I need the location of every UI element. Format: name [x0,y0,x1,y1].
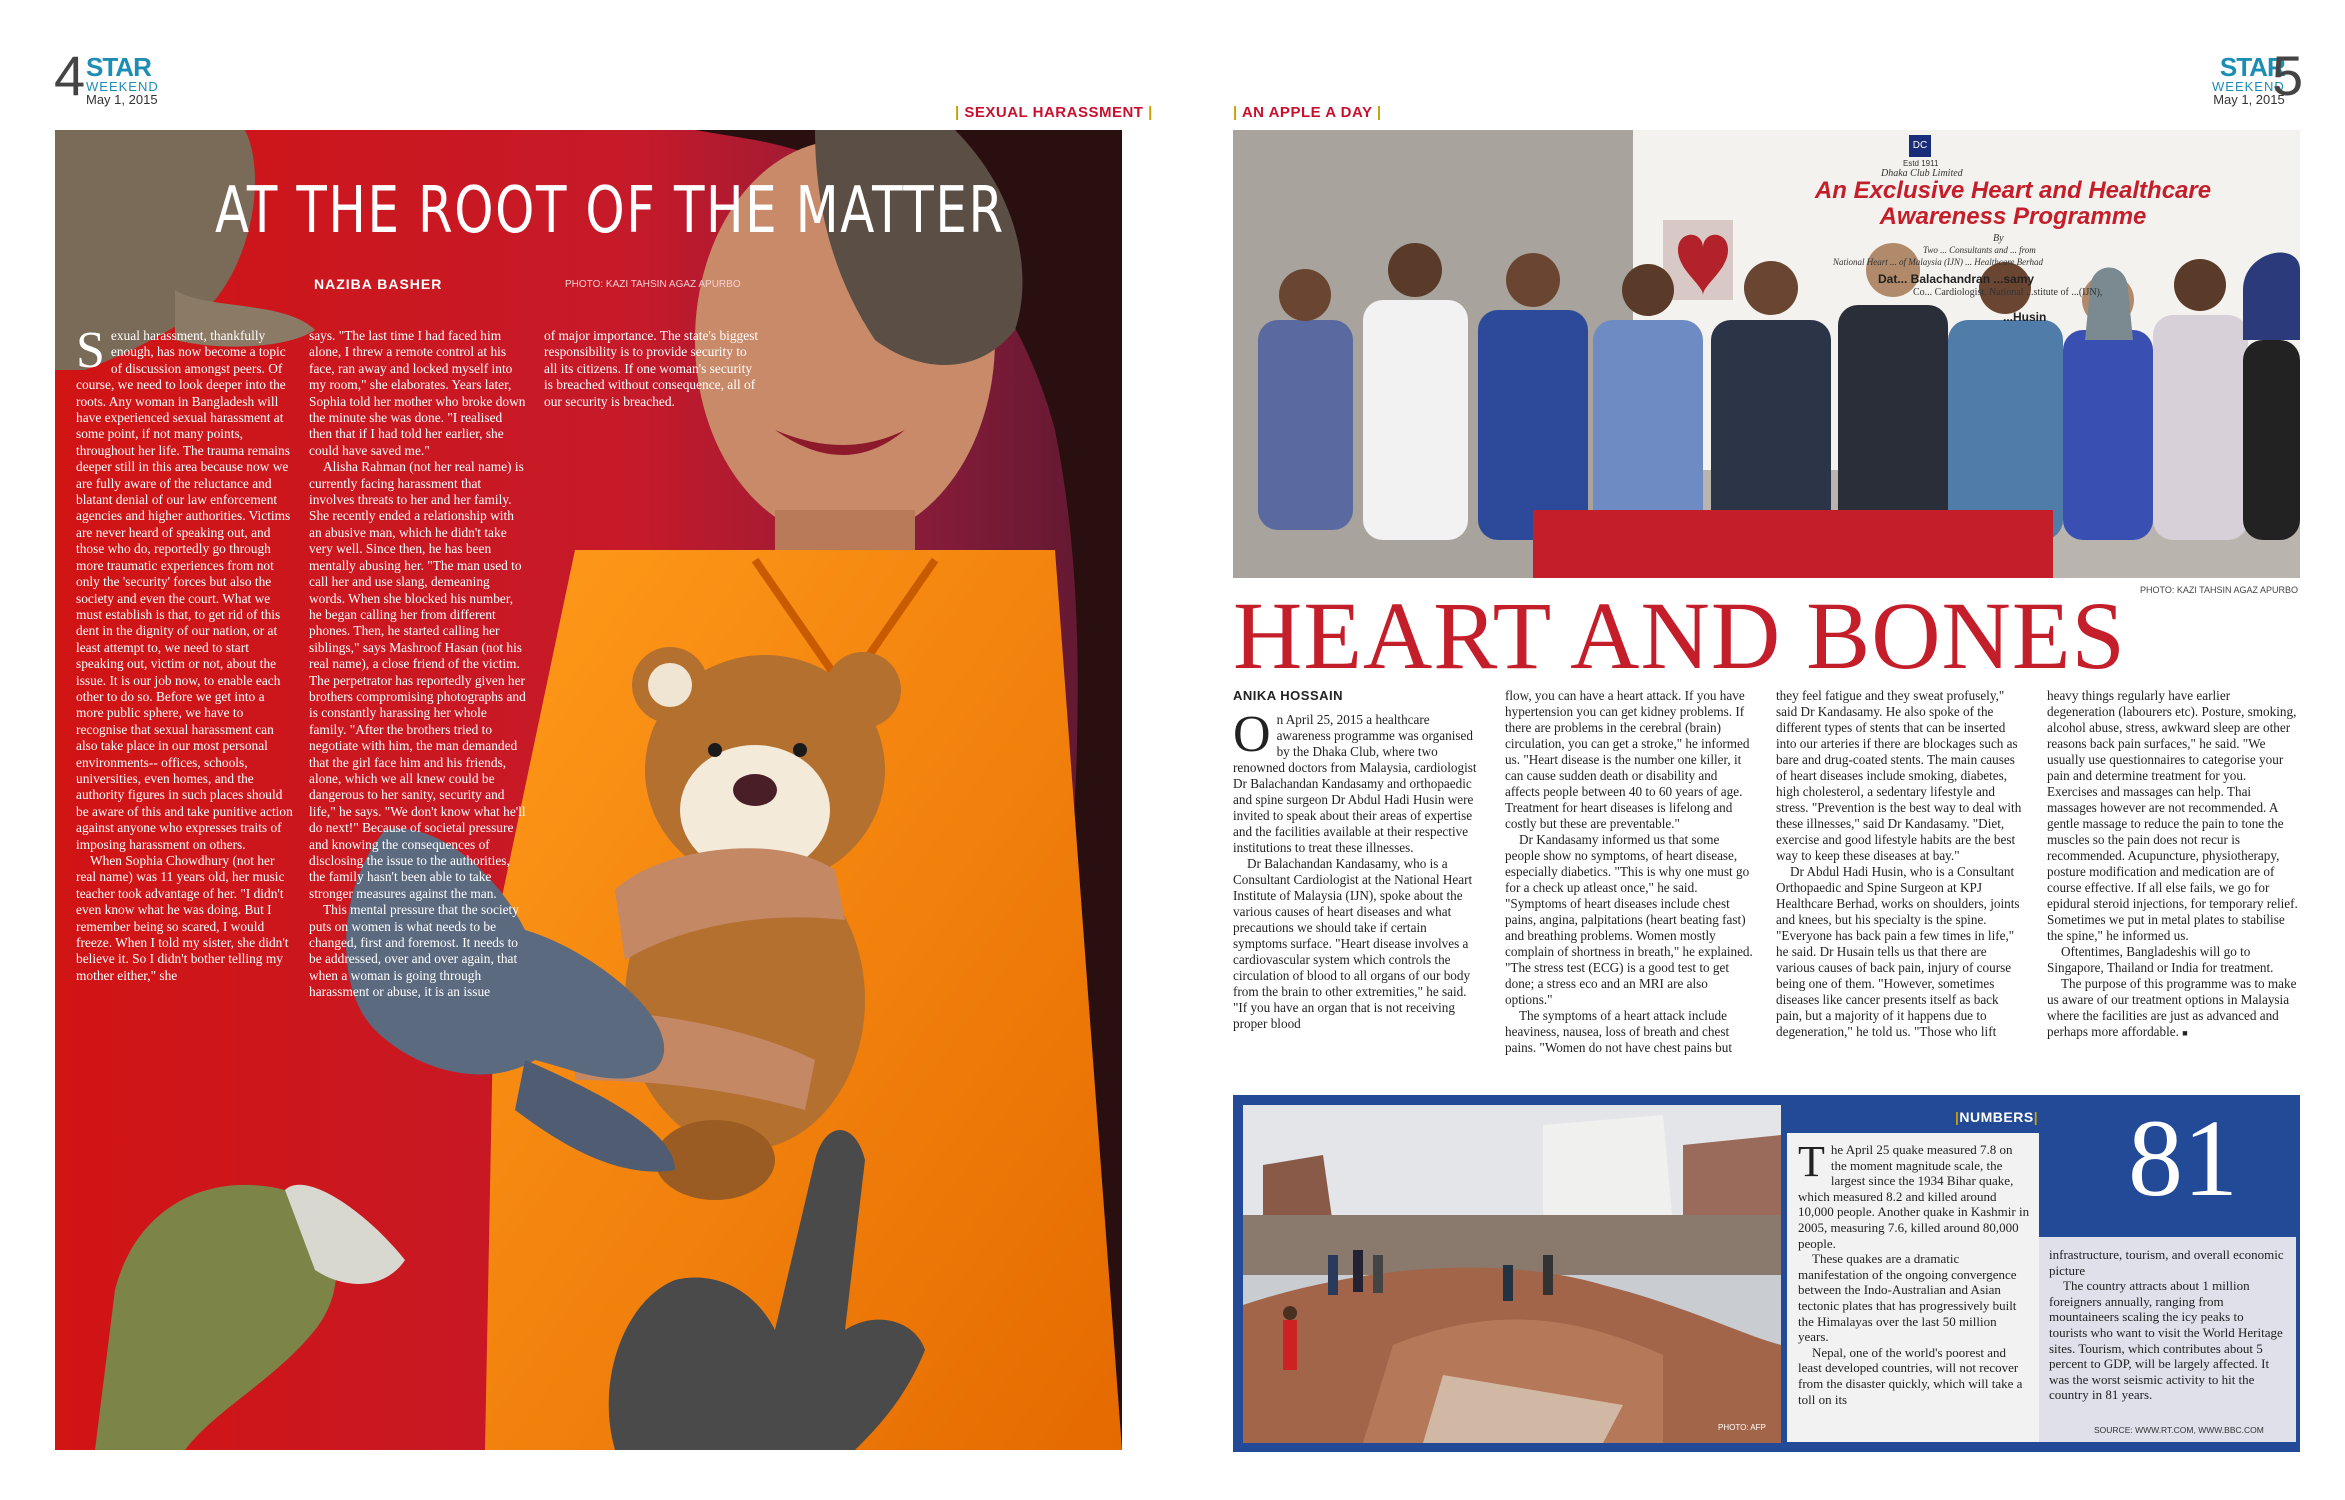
numbers-text-box [1787,1133,2039,1442]
banner-sub: National Heart ... of Malaysia (IJN) ... Healthcare Berhad [1833,257,2043,267]
banner-by: By [1993,233,2004,244]
drop-cap: O [1233,706,1271,763]
article-column-1 [1233,706,1483,1032]
earthquake-photo [1243,1105,1781,1443]
paragraph: Oftentimes, Bangladeshis will go to Singapore, Thailand or India for treatment. [2047,944,2274,975]
headline-right: HEART AND BONES [1233,582,2126,689]
paragraph: he April 25 quake measured 7.8 on the moment magnitude scale, the largest since the 1934 Bihar quake, which measured 8.2 and killed around 10,000 people. Another quake in Kashmir in 2005, measuring 7.6, killed around 80,000 people. [1798,1142,2030,1251]
club-est: Estd 1911 [1903,159,1939,168]
photo-credit-quake: PHOTO: AFP [1718,1423,1766,1432]
paragraph: The symptoms of a heart attack include heaviness, nausea, loss of breath and chest pains. "Women do not have chest pains but [1505,1008,1733,1055]
numbers-label: |NUMBERS| [1955,1109,2039,1125]
article-column-3 [1776,688,2024,1040]
numbers-label-text: NUMBERS [1959,1109,2034,1125]
masthead-star: STAR [2219,52,2285,82]
masthead-weekend: WEEKEND [2212,79,2285,94]
banner-speaker: Dat... Balachandran ...samy [1878,272,2035,286]
club-name: Dhaka Club Limited [1881,168,1963,179]
paragraph: Alisha Rahman (not her real name) is currently facing harassment that involves threats to her and her family. She recently ended a relationship with an abusive man, which he didn't take very well. Since then, he has been mentally abusing her. "The man used to call her and use slang, demeaning words. When she blocked his number, he began calling her from different phones. Then, he started calling her siblings," says Mashroof Hasan (not his real name), a close friend of the victim. The perpetrator has reportedly given her brothers compromising photographs and is constantly harassing her whole family. "After the brothers tried to negotiate with him, the man demanded that the girl face him and his friends, alone, which we all knew could be dangerous to her sanity, security and life," he says. "We don't know what he'll do next!" Because of societal pressure and knowing the consequences of disclosing the issue to the authorities, the family hasn't been able to take stronger measures against the man. [309,459,526,901]
section-label-left: | SEXUAL HARASSMENT | [955,104,1153,121]
big-number: 81 [2128,1097,2238,1219]
article-column-2 [1505,688,1753,1056]
paragraph: These quakes are a dramatic manifestation of the ongoing convergence between the Indo-Australian and Asian tectonic plates that has progressively built the Himalayas over the last 50 million years. [1798,1251,2017,1345]
page-number-right: 5 [2272,44,2304,107]
numbers-text-box-2 [2039,1237,2296,1442]
banner-speaker-title: Co... Cardiologist, National ...stitute of ...(IJN), [1913,287,2103,298]
paragraph: they feel fatigue and they sweat profusely," said Dr Kandasamy. He also spoke of the different types of stents that can be inserted into our arteries if there are blockages such as bare and drug-coated stents. The main causes of heart diseases include smoking, diabetes, high cholesterol, a sedentary lifestyle and stress. "Prevention is the best way to deal with these illnesses," said Dr Kandasamy. "Diet, exercise and good lifestyle habits are the best way to keep these diseases at bay." [1776,688,2022,863]
paragraph: The purpose of this programme was to make us aware of our treatment options in Malaysia where the facilities are just as advanced and perhaps more affordable. [2047,976,2297,1039]
paragraph: Dr Kandasamy informed us that some people show no symptoms, of heart disease, especially diabetics. "This is why one must go for a check up atleast once," he said. "Symptoms of heart diseases include chest pains, angina, palpitations (heart beating fast) and breathing problems. Women mostly complain of shortness in breath," he explained. "The stress test (ECG) is a good test to get done; a stress eco and an MRI are also options." [1505,832,1753,1007]
banner-title [1763,178,2263,230]
paragraph: Dr Balachandan Kandasamy, who is a Consultant Cardiologist at the National Heart Institute of Malaysia (IJN), spoke about the various causes of heart diseases and what precautions we should take if certain symptoms surface. "Heart disease involves a cardiovascular system which controls the circulation of blood to all organs of our body from the brain to other extremities," he said. "If you have an organ that is not receiving proper blood [1233,856,1473,1031]
photo-credit-left: PHOTO: KAZI TAHSIN AGAZ APURBO [565,279,741,290]
masthead-weekend: WEEKEND [86,79,159,94]
section-text: AN APPLE A DAY [1241,104,1373,121]
masthead-star: STAR [86,52,151,82]
paragraph: The country attracts about 1 million foreigners annually, ranging from mountaineers scaling the icy peaks to tourists who want to visit the World Heritage sites. Tourism, which contributes about 5 percent to GDP, will be largely affected. It was the worst seismic activity to hit the country in 81 years. [2049,1278,2283,1403]
banner-speaker: ...Husin [2003,310,2047,324]
paragraph: infrastructure, tourism, and overall economic picture [2049,1247,2284,1278]
photo-credit-right: PHOTO: KAZI TAHSIN AGAZ APURBO [2140,585,2299,595]
numbers-panel [1233,1095,2300,1452]
banner-sub: Two ... Consultants and ... from [1923,245,2036,255]
article-column-4 [2047,688,2300,1041]
end-mark: ■ [2182,1028,2188,1038]
paragraph: exual harassment, thankfully enough, has now become a topic of discussion amongst peers. Of course, we need to look deeper into the roots. Any woman in Bangladesh will have experienced sexual harassment at some point, if not many points, throughout her life. The trauma remains deeper still in this area because now we are fully aware of the reluctance and blatant denial of our law enforcement agencies and higher authorities. Victims are never heard of speaking out, and those who do, reportedly go through more traumatic experiences from not only the 'security' forces but also the society and even the court. What we must establish is that, to get rid of this dent in the dignity of our nation, or at least attempt to, we need to start speaking out, victim or not, about the issue. It is our job now, to enable each other to do so. Before we get into a more public sphere, we have to recognise that sexual harassment can also take place in our most personal environments-- offices, schools, universities, even homes, and the authority figures in such places should be aware of this and take punitive action against anyone who expresses traits of imposing harassment on others. [76,328,293,852]
section-label-right: | AN APPLE A DAY | [1233,104,1382,121]
masthead-left [86,54,159,106]
feature-photo-illustration [55,130,1122,1450]
headline-left: AT THE ROOT OF THE MATTER [215,174,1005,248]
byline-right: ANIKA HOSSAIN [1233,688,1344,703]
section-text: SEXUAL HARASSMENT [964,104,1144,121]
article-column-1 [76,322,294,984]
paragraph: Dr Abdul Hadi Husin, who is a Consultant Orthopaedic and Spine Surgeon at KPJ Healthcare Berhad, works on shoulders, joints and knees, but his specialty is the spine. "Everyone has back pain a few times in life," he said. Dr Husain tells us that there are various causes of back pain, injury of course being one of them. "However, sometimes diseases like cancer presents itself as back pain, but a majority of it happens due to degeneration," he told us. "Those who lift [1776,864,2020,1039]
paragraph: When Sophia Chowdhury (not her real name) was 11 years old, her music teacher took advantage of her. "I didn't even know what he was doing. But I remember being so scared, I would freeze. When I told my sister, she didn't believe it. So I didn't bother telling my mother either," she [76,853,289,983]
paragraph: flow, you can have a heart attack. If you have hypertension you can get kidney problems. If there are problems in the cerebral (brain) circulation, you can get a stroke," he informed us. "Heart disease is the number one killer, it can cause sudden death or disability and affects people between 40 to 60 years of age. Treatment for heart diseases is lifelong and costly but these are preventable." [1505,688,1750,831]
article-column-2 [309,328,527,1001]
paragraph: Nepal, one of the world's poorest and least developed countries, will not recover from the disaster quickly, which will take a toll on its [1798,1344,2023,1407]
numbers-column-1 [1798,1137,2030,1407]
banner-title-line: An Exclusive Heart and Healthcare [1814,177,2212,204]
numbers-column-2 [2049,1247,2285,1403]
club-logo: DC [1909,135,1931,157]
paragraph: of major importance. The state's biggest responsibility is to provide security to all its citizens. If one woman's security is breached without consequence, all of our security is breached. [544,328,759,409]
paragraph: n April 25, 2015 a healthcare awareness programme was organised by the Dhaka Club, where two renowned doctors from Malaysia, cardiologist Dr Balachandan Kandasamy and orthopaedic and spine surgeon Dr Abdul Hadi Husin were invited to speak about their areas of expertise and the facilities available at their respective institutions to treat these illnesses. [1233,712,1477,855]
page-number-left: 4 [54,44,86,107]
article-column-3 [544,328,762,410]
byline-left: NAZIBA BASHER [314,276,443,292]
paragraph: says. "The last time I had faced him alone, I threw a remote control at his face, ran away and locked myself into my room," she elaborates. Years later, Sophia told her mother who broke down the minute she was done. "I realised then that if I had told her earlier, she could have saved me." [309,328,526,458]
drop-cap: T [1798,1137,1825,1186]
drop-cap: S [76,322,105,379]
paragraph: heavy things regularly have earlier degeneration (labourers etc). Posture, smoking, alcohol abuse, stress, awkward sleep are other reasons back pain surfaces," he said. "We usually use questionnaires to categorise your pain and determine treatment for you. Exercises and massages can help. Thai massages however are not recommended. A gentle massage to reduce the pain to tone the muscles so the pain does not recur is recommended. Acupuncture, physiotherapy, posture modification and medication are of course effective. If all else fails, we go for epidural steroid injections, for temporary relief. Sometimes we put in metal plates to stabilise the spine," he informed us. [2047,688,2298,943]
banner-title-line: Awareness Programme [1879,203,2147,230]
event-photo [1233,130,2300,578]
numbers-source: SOURCE: WWW.RT.COM, WWW.BBC.COM [2094,1425,2264,1435]
paragraph: This mental pressure that the society puts on women is what needs to be changed, first and foremost. It needs to be addressed, over and over again, that when a woman is going through harassment or abuse, it is an issue [309,902,519,1000]
masthead-date: May 1, 2015 [2213,92,2285,107]
masthead-date: May 1, 2015 [86,92,158,107]
